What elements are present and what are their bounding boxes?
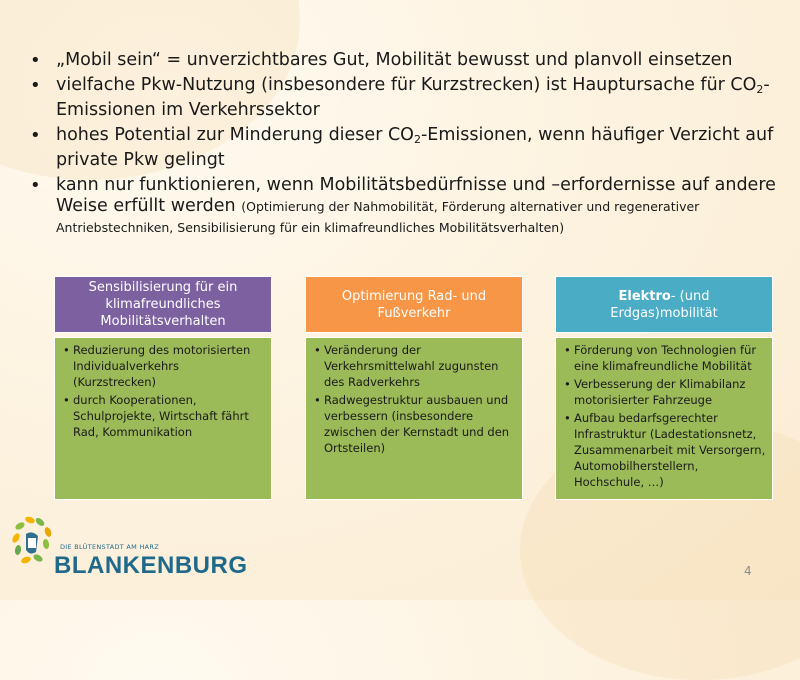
bullet-text: hohes Potential zur Minderung dieser CO [56,125,414,145]
bullet-icon: • [30,125,41,146]
box-sensibilisierung [54,276,272,500]
bullet-text: „Mobil sein“ = unverzichtbares Gut, Mobilität bewusst und planvoll einsetzen [56,50,733,70]
list-item: • Verbesserung der Klimabilanz motorisierter Fahrzeuge [564,376,766,408]
list-item: • Veränderung der Verkehrsmittelwahl zugunsten des Radverkehrs [314,342,516,390]
blankenburg-logo [8,512,248,592]
bullet-text: -Emissionen im Verkehrssektor [56,75,770,120]
page-number: 4 [744,564,752,578]
box-rad-fussverkehr [305,276,523,500]
bullet-item [26,125,776,171]
box-body [54,337,272,500]
box-title-rest: - (und Erdgas)mobilität [610,288,718,321]
bullet-text: vielfache Pkw-Nutzung (insbesondere für Kurzstrecken) ist Hauptursache für CO [56,75,757,95]
bullet-text: -Emissionen, wenn häufiger Verzicht auf private Pkw gelingt [56,125,774,170]
logo-tagline: DIE BLÜTENSTADT AM HARZ [60,543,159,551]
bullet-item [26,50,776,71]
bullet-icon: • [30,75,41,96]
list-item: • durch Kooperationen, Schulprojekte, Wirtschaft fährt Rad, Kommunikation [63,392,265,440]
list-item: • Förderung von Technologien für eine klimafreundliche Mobilität [564,342,766,374]
bullet-item [26,175,776,238]
box-body [555,337,773,500]
box-title [555,276,773,333]
bullet-text: kann nur funktionieren, wenn Mobilitätsbedürfnisse und –erfordernisse auf andere Weise erfüllt werden [56,175,776,216]
list-item: • Aufbau bedarfsgerechter Infrastruktur (Ladestationsnetz, Zusammenarbeit mit Versorgern, Automobilherstellern, Hochschule, …) [564,410,766,490]
box-title: Sensibilisierung für ein klimafreundliches Mobilitätsverhalten [54,276,272,333]
box-title-bold: Elektro [618,288,671,304]
bullet-list [26,50,776,242]
list-item: • Reduzierung des motorisierten Individualverkehrs (Kurzstrecken) [63,342,265,390]
logo-name: BLANKENBURG [54,552,248,579]
bullet-item [26,75,776,121]
subscript: 2 [413,133,421,146]
subscript: 2 [756,83,764,96]
box-body [305,337,523,500]
bullet-icon: • [30,50,41,71]
box-elektromobilitaet [555,276,773,500]
bullet-icon: • [30,175,41,196]
bullet-note: (Optimierung der Nahmobilität, Förderung alternativer und regenerativer Antriebstechniken, Sensibilisierung für ein klimafreundliches Mobilitätsverhalten) [56,199,700,235]
box-title: Optimierung Rad- und Fußverkehr [305,276,523,333]
list-item: • Radwegestruktur ausbauen und verbessern (insbesondere zwischen der Kernstadt und den Ortsteilen) [314,392,516,456]
